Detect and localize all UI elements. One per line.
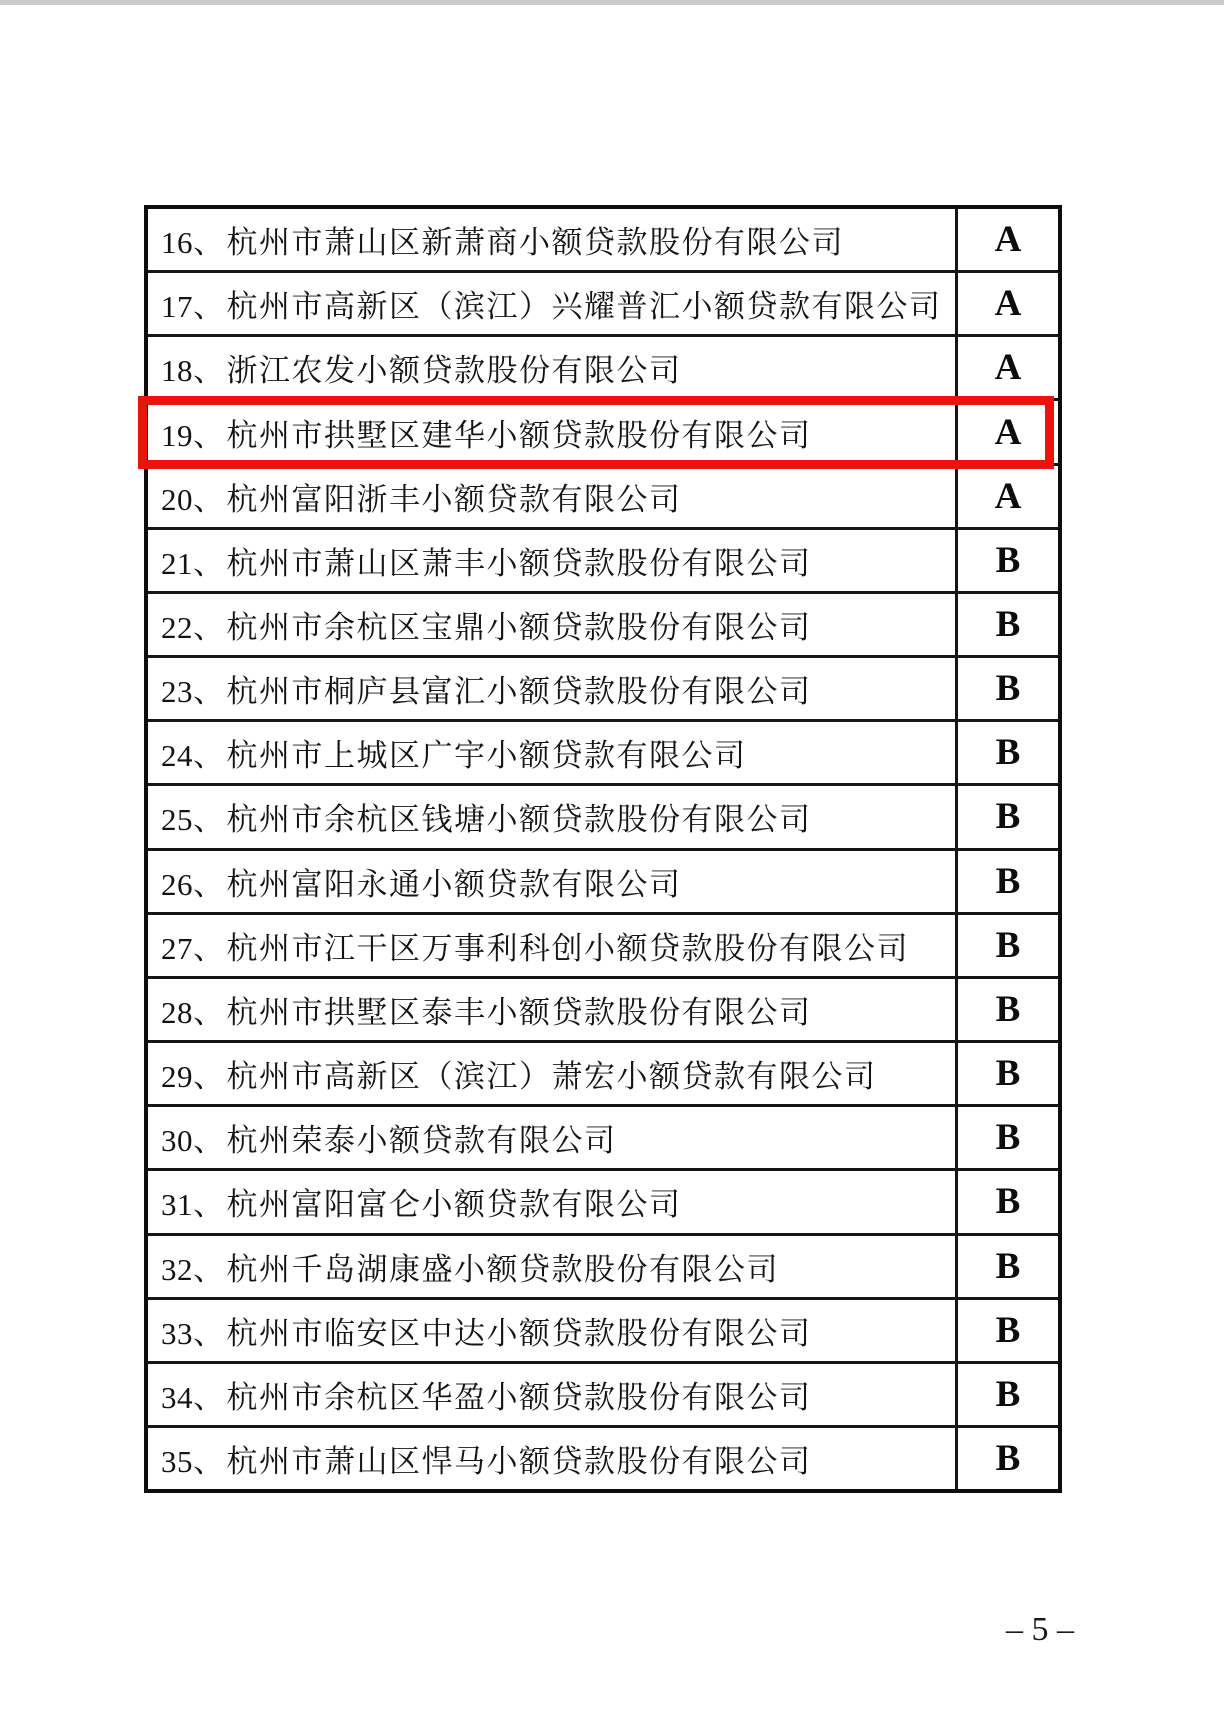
rating-cell (955, 979, 1058, 1040)
row-number: 34、 (161, 1379, 225, 1415)
rating-value: B (995, 860, 1021, 902)
company-name: 杭州市萧山区新萧商小额贷款股份有限公司 (226, 225, 844, 261)
rating-cell (955, 1364, 1058, 1425)
rating-value: B (995, 1309, 1021, 1351)
scan-edge-top (0, 0, 1224, 5)
row-number: 21、 (161, 545, 225, 581)
row-number: 35、 (161, 1444, 225, 1480)
company-cell (148, 1428, 955, 1489)
rating-cell (955, 530, 1058, 591)
rating-value: A (994, 411, 1022, 453)
company-name: 杭州市高新区（滨江）兴耀普汇小额贷款有限公司 (226, 289, 942, 325)
company-cell (148, 1171, 955, 1232)
rating-cell (955, 209, 1058, 270)
table-row (148, 466, 1058, 530)
table-row (148, 979, 1058, 1043)
company-name: 杭州荣泰小额贷款有限公司 (226, 1123, 617, 1159)
rating-cell (955, 851, 1058, 912)
rating-value: B (995, 732, 1021, 774)
row-number: 28、 (161, 994, 225, 1030)
rating-value: B (995, 1053, 1021, 1095)
company-name: 杭州市拱墅区建华小额贷款股份有限公司 (226, 417, 812, 453)
company-cell (148, 530, 955, 591)
rating-cell (955, 786, 1058, 847)
table-row (148, 1236, 1058, 1300)
row-number: 30、 (161, 1123, 225, 1159)
company-name: 杭州富阳富仑小额贷款有限公司 (226, 1187, 682, 1223)
company-cell (148, 1236, 955, 1297)
rating-value: B (995, 1117, 1021, 1159)
rating-value: A (994, 347, 1022, 389)
rating-cell (955, 594, 1058, 655)
rating-value: A (994, 283, 1022, 325)
row-number: 24、 (161, 738, 225, 774)
rating-cell (955, 722, 1058, 783)
company-cell (148, 915, 955, 976)
row-number: 27、 (161, 930, 225, 966)
rating-value: B (995, 988, 1021, 1030)
rating-cell (955, 273, 1058, 334)
rating-value: A (994, 475, 1022, 517)
company-name: 杭州市上城区广宇小额贷款有限公司 (226, 738, 747, 774)
table-row (148, 530, 1058, 594)
company-cell (148, 658, 955, 719)
row-number: 22、 (161, 610, 225, 646)
company-name: 杭州市临安区中达小额贷款股份有限公司 (226, 1315, 812, 1351)
table-row-highlighted (148, 401, 1058, 465)
table-row (148, 851, 1058, 915)
company-name: 杭州市余杭区钱塘小额贷款股份有限公司 (226, 802, 812, 838)
table-row (148, 1043, 1058, 1107)
company-name: 浙江农发小额贷款股份有限公司 (226, 353, 682, 389)
table-row (148, 915, 1058, 979)
rating-cell (955, 337, 1058, 398)
table-row (148, 273, 1058, 337)
row-number: 20、 (161, 481, 225, 517)
company-name: 杭州市萧山区萧丰小额贷款股份有限公司 (226, 545, 812, 581)
company-name: 杭州市萧山区悍马小额贷款股份有限公司 (226, 1444, 812, 1480)
table-row (148, 786, 1058, 850)
company-name: 杭州富阳浙丰小额贷款有限公司 (226, 481, 682, 517)
company-cell (148, 1364, 955, 1425)
company-cell (148, 1300, 955, 1361)
company-cell (148, 273, 955, 334)
table-row (148, 658, 1058, 722)
row-number: 32、 (161, 1251, 225, 1287)
row-number: 29、 (161, 1059, 225, 1095)
company-name: 杭州市拱墅区泰丰小额贷款股份有限公司 (226, 994, 812, 1030)
company-cell (148, 466, 955, 527)
company-cell (148, 851, 955, 912)
company-name: 杭州市高新区（滨江）萧宏小额贷款有限公司 (226, 1059, 877, 1095)
company-name: 杭州市余杭区华盈小额贷款股份有限公司 (226, 1379, 812, 1415)
table-row (148, 209, 1058, 273)
row-number: 31、 (161, 1187, 225, 1223)
rating-value: B (995, 604, 1021, 646)
table-row (148, 1300, 1058, 1364)
rating-value: B (995, 1373, 1021, 1415)
rating-cell (955, 915, 1058, 976)
table-row (148, 1171, 1058, 1235)
rating-value: A (994, 219, 1022, 261)
company-cell (148, 979, 955, 1040)
table-row (148, 1428, 1058, 1489)
table-row (148, 1364, 1058, 1428)
rating-cell (955, 1428, 1058, 1489)
rating-value: B (995, 924, 1021, 966)
company-name: 杭州千岛湖康盛小额贷款股份有限公司 (226, 1251, 779, 1287)
rating-cell (955, 658, 1058, 719)
rating-cell (955, 1300, 1058, 1361)
row-number: 17、 (161, 289, 225, 325)
rating-cell (955, 1171, 1058, 1232)
rating-value: B (995, 1438, 1021, 1480)
rating-value: B (995, 1245, 1021, 1287)
company-cell (148, 722, 955, 783)
company-cell (148, 1107, 955, 1168)
rating-cell (955, 466, 1058, 527)
company-name: 杭州富阳永通小额贷款有限公司 (226, 866, 682, 902)
row-number: 33、 (161, 1315, 225, 1351)
rating-cell (955, 1043, 1058, 1104)
table-row (148, 337, 1058, 401)
rating-cell (955, 1236, 1058, 1297)
company-cell (148, 401, 955, 462)
row-number: 26、 (161, 866, 225, 902)
rating-value: B (995, 1181, 1021, 1223)
row-number: 25、 (161, 802, 225, 838)
rating-cell (955, 401, 1058, 462)
rating-value: B (995, 539, 1021, 581)
page-number: – 5 – (1006, 1611, 1074, 1648)
table-row (148, 594, 1058, 658)
company-name: 杭州市桐庐县富汇小额贷款股份有限公司 (226, 674, 812, 710)
row-number: 16、 (161, 225, 225, 261)
company-cell (148, 786, 955, 847)
row-number: 19、 (161, 417, 225, 453)
table-row (148, 722, 1058, 786)
rating-value: B (995, 796, 1021, 838)
company-rating-table (144, 205, 1062, 1493)
company-name: 杭州市江干区万事利科创小额贷款股份有限公司 (226, 930, 909, 966)
company-cell (148, 337, 955, 398)
company-cell (148, 594, 955, 655)
rating-cell (955, 1107, 1058, 1168)
company-cell (148, 209, 955, 270)
company-name: 杭州市余杭区宝鼎小额贷款股份有限公司 (226, 610, 812, 646)
table-row (148, 1107, 1058, 1171)
rating-value: B (995, 668, 1021, 710)
company-cell (148, 1043, 955, 1104)
row-number: 23、 (161, 674, 225, 710)
row-number: 18、 (161, 353, 225, 389)
